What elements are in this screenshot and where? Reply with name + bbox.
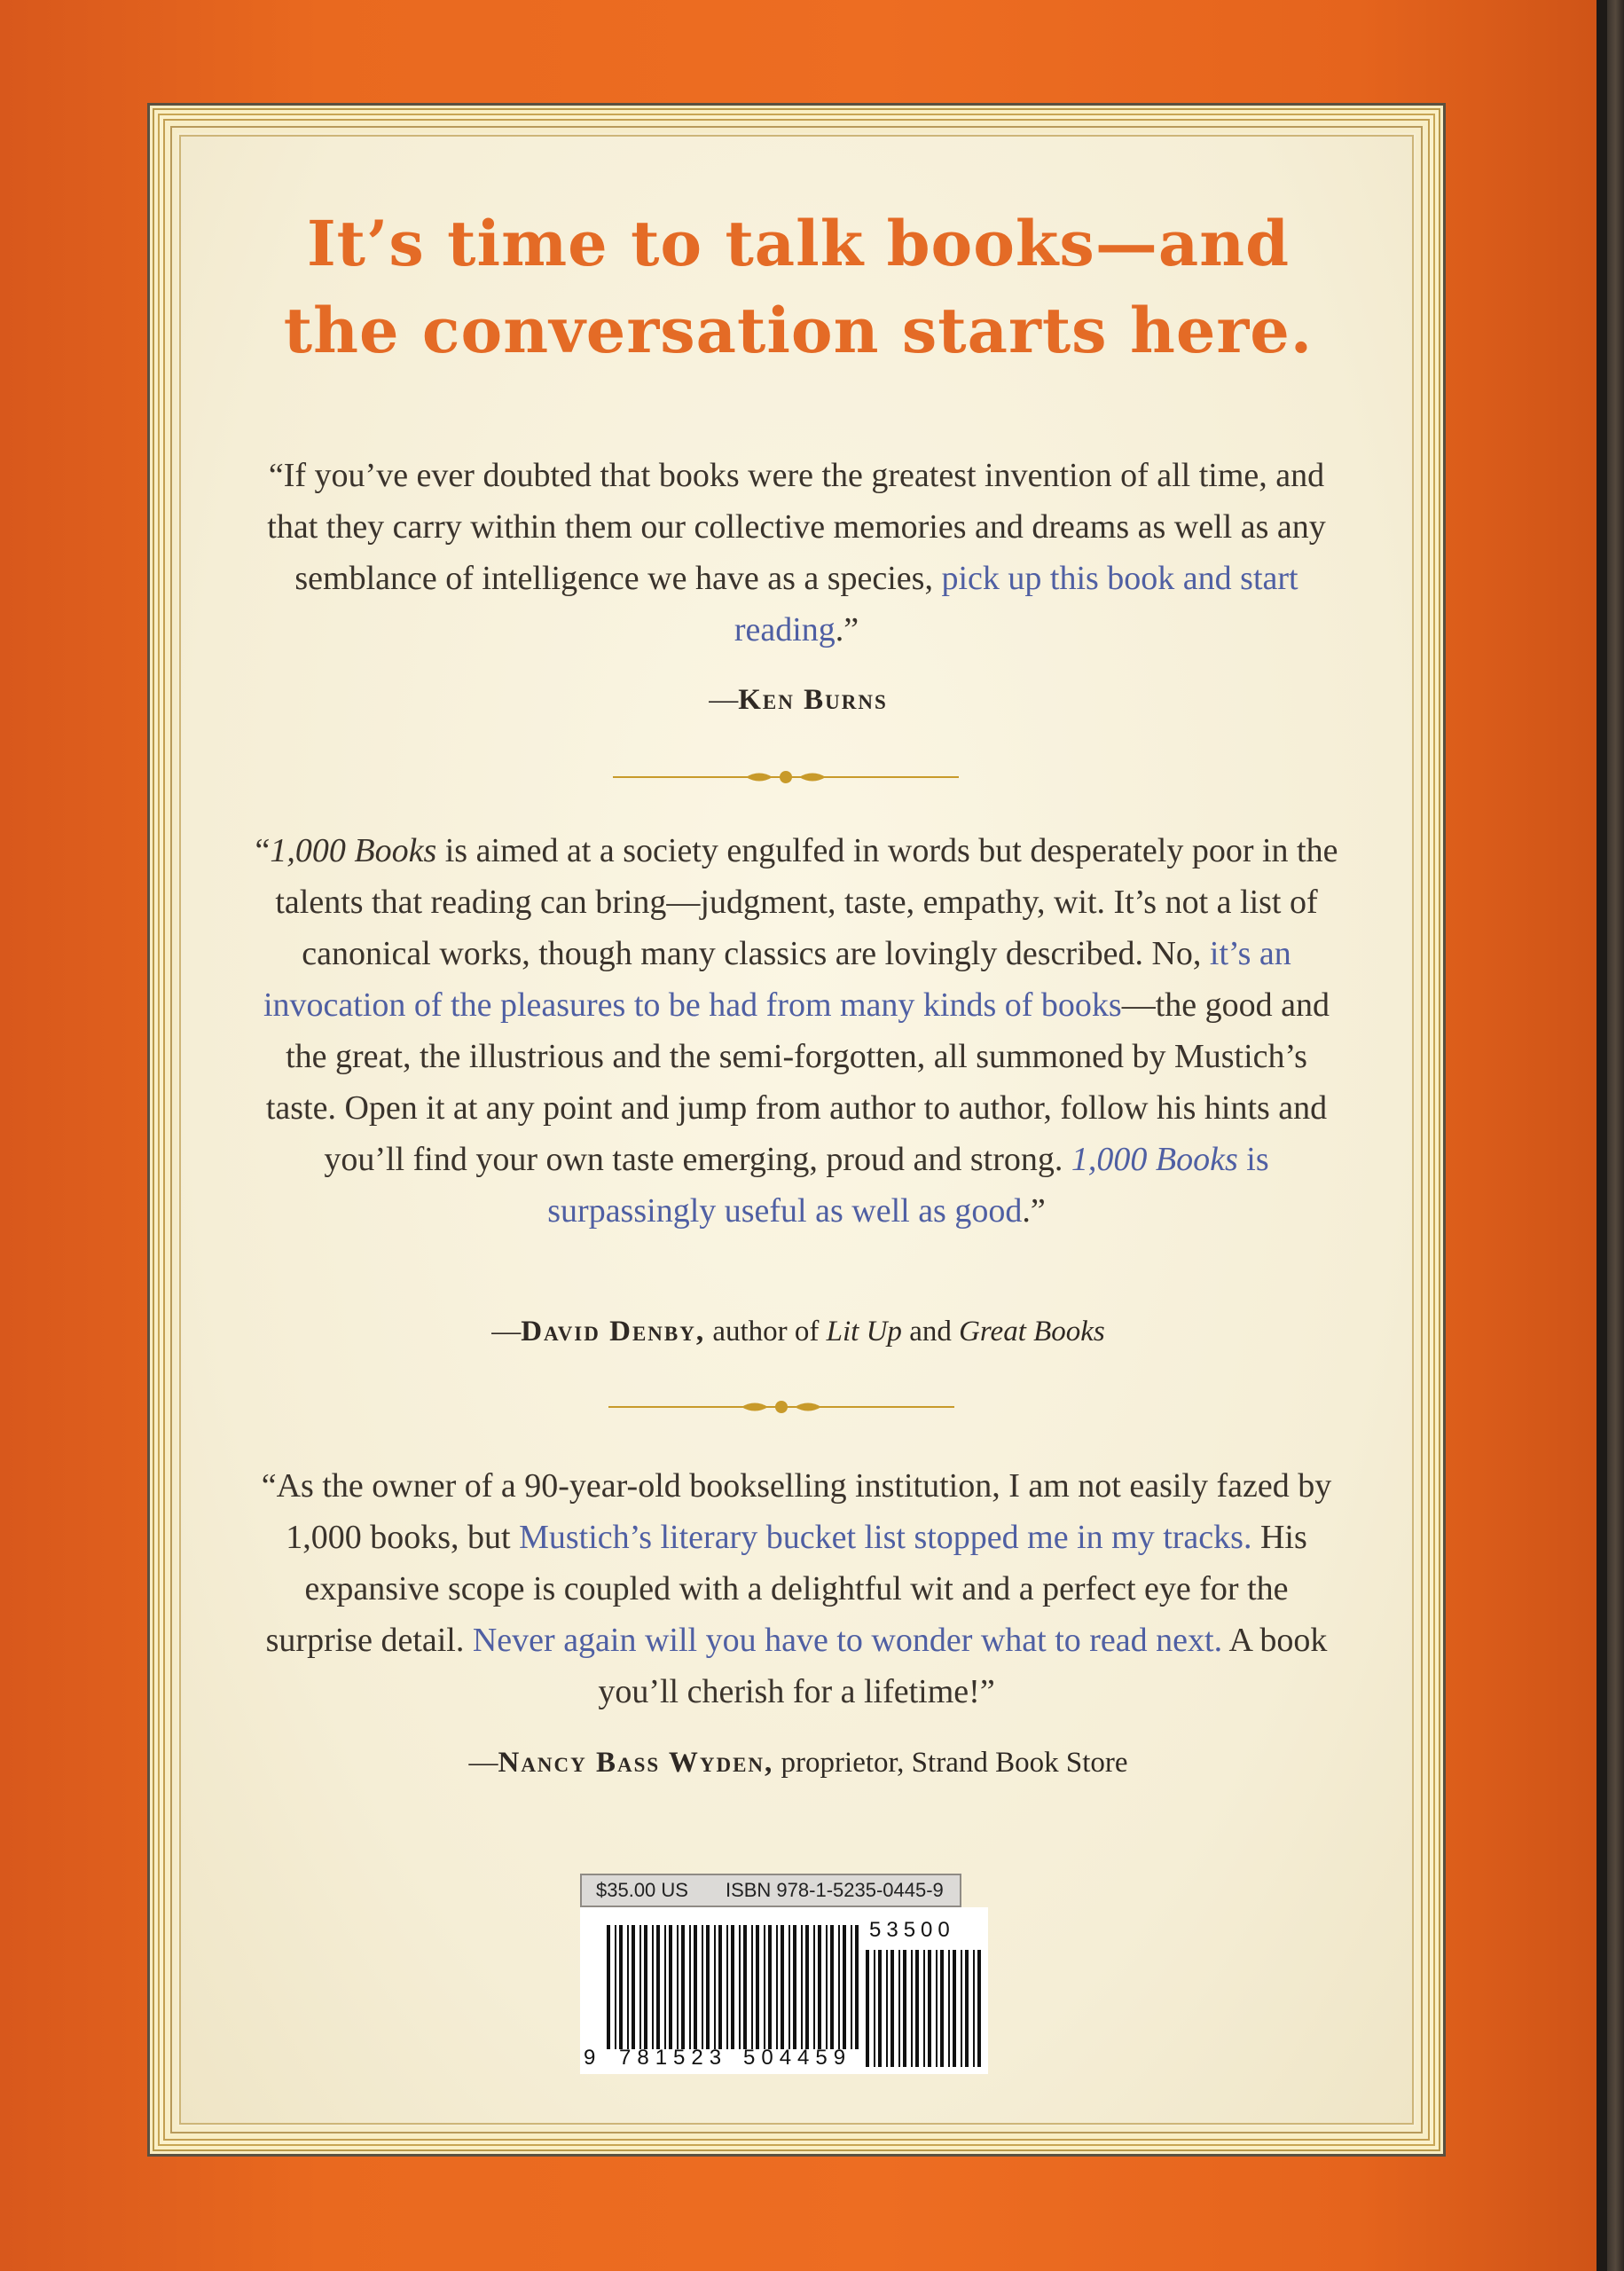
barcode-bar: [953, 1950, 956, 2067]
barcode-bar: [689, 1925, 691, 2049]
barcode-bar: [886, 1950, 888, 2067]
author-name: David Denby,: [521, 1316, 706, 1348]
barcode-bar: [664, 1925, 666, 2049]
barcode-bar: [977, 1950, 981, 2067]
attribution-nancy-bass-wyden: —Nancy Bass Wyden, proprietor, Strand Book Store: [468, 1747, 1128, 1779]
barcode-bar: [714, 1925, 716, 2049]
quote-segment: .”: [1022, 1192, 1046, 1230]
quote-segment: is surpassingly useful as well as good: [547, 1141, 1269, 1230]
barcode-bar: [826, 1925, 828, 2049]
price: $35.00 US: [596, 1879, 688, 1901]
barcode-bar: [818, 1925, 821, 2049]
barcode-bar: [915, 1950, 919, 2067]
barcode-bar: [948, 1950, 950, 2067]
barcode-bar: [644, 1925, 647, 2049]
quote-segment: .”: [835, 611, 859, 648]
attribution-ken-burns: —Ken Burns: [709, 684, 888, 716]
headline: [0, 200, 1597, 374]
barcode-bar: [739, 1925, 741, 2049]
author-name: Nancy Bass Wyden,: [498, 1747, 774, 1779]
barcode-bar: [669, 1925, 672, 2049]
author-name: Ken Burns: [738, 684, 888, 716]
barcode-bar: [702, 1925, 703, 2049]
barcode-bar: [928, 1950, 931, 2067]
barcode-bar: [961, 1950, 962, 2067]
barcode-bar: [838, 1925, 840, 2049]
barcode-bar: [718, 1925, 722, 2049]
quote-segment: 1,000 Books: [1071, 1141, 1238, 1178]
barcode-bar: [652, 1925, 654, 2049]
price-isbn-label: [580, 1874, 961, 1907]
barcode-bar: [781, 1925, 784, 2049]
barcode-bar: [756, 1925, 759, 2049]
barcode-bar: [639, 1925, 641, 2049]
quote-segment: —the good and the great, the illustrious and the semi-forgotten, all summoned by Mustich’s taste. Open it at any point and jump from author to author, follow his hints and you’ll find your own taste emerging, proud and strong.: [265, 986, 1330, 1178]
barcode-bar: [890, 1950, 894, 2067]
barcode-bar: [855, 1925, 859, 2049]
book-title: Lit Up: [826, 1316, 902, 1348]
isbn: ISBN 978-1-5235-0445-9: [725, 1879, 944, 1901]
barcode-bar: [793, 1925, 796, 2049]
barcode-bar: [911, 1950, 913, 2067]
barcode-bar: [776, 1925, 778, 2049]
barcode-bar: [923, 1950, 925, 2067]
barcode-bar: [805, 1925, 809, 2049]
ornament-divider: [613, 768, 959, 786]
quote-segment: “As the owner of a 90-year-old bookselling institution, I am not easily fazed by 1,000 books, but: [261, 1467, 1332, 1556]
barcode-digits-left: 781523: [619, 2046, 728, 2070]
barcode-bars-addon: [866, 1950, 983, 2067]
barcode-bar: [973, 1950, 975, 2067]
barcode-bar: [851, 1925, 852, 2049]
quote-segment: His expansive scope is coupled with a delightful wit and a perfect eye for the surprise detail.: [265, 1519, 1307, 1659]
barcode-bar: [801, 1925, 803, 2049]
barcode-bar: [768, 1925, 772, 2049]
ornament-divider: [608, 1398, 954, 1416]
barcode-bar: [632, 1925, 635, 2049]
quote-segment: “: [255, 832, 271, 869]
barcode-bar: [694, 1925, 697, 2049]
barcode-bars-main: [607, 1925, 864, 2049]
barcode-bar: [764, 1925, 765, 2049]
spine-strip: [1607, 0, 1624, 2271]
barcode-bar: [751, 1925, 753, 2049]
barcode-bar: [843, 1925, 846, 2049]
barcode-bar: [903, 1950, 906, 2067]
barcode-bar: [940, 1950, 944, 2067]
barcode-bar: [743, 1925, 747, 2049]
barcode-bar: [656, 1925, 660, 2049]
quote-segment: Never again will you have to wonder what to read next.: [472, 1622, 1223, 1659]
book-title: Great Books: [959, 1316, 1105, 1348]
barcode-addon-digits: 53500: [869, 1918, 955, 1942]
blurb-david-denby: [248, 825, 1345, 1237]
barcode-bar: [706, 1925, 710, 2049]
barcode-bar: [898, 1950, 900, 2067]
barcode-bar: [619, 1925, 623, 2049]
quote-segment: “If you’ve ever doubted that books were the greatest invention of all time, and that they carry within them our collective memories and dreams as well as any semblance of intelligence we have as a species,: [267, 457, 1326, 597]
quote-segment: 1,000 Books: [270, 832, 437, 869]
barcode-bar: [788, 1925, 790, 2049]
headline-line-1: It’s time to talk books—and: [306, 207, 1291, 280]
barcode-bar: [627, 1925, 629, 2049]
quote-segment: Mustich’s literary bucket list stopped me in my tracks.: [519, 1519, 1252, 1556]
blurb-ken-burns: [257, 450, 1336, 656]
barcode-bar: [813, 1925, 815, 2049]
barcode-bar: [965, 1950, 969, 2067]
barcode-bar: [866, 1950, 869, 2067]
barcode-bar: [936, 1950, 938, 2067]
quote-segment: is aimed at a society engulfed in words but desperately poor in the talents that reading can bring—judgment, taste, empathy, wit. It’s not a list of canonical works, though many classics are lovingly described. No,: [275, 832, 1338, 972]
barcode-bar: [830, 1925, 834, 2049]
barcode-bar: [874, 1950, 875, 2067]
barcode-bar: [878, 1950, 882, 2067]
blurb-nancy-bass-wyden: [257, 1460, 1336, 1717]
barcode-bar: [731, 1925, 734, 2049]
barcode-bar: [615, 1925, 616, 2049]
barcode-bar: [726, 1925, 728, 2049]
barcode: [580, 1907, 988, 2074]
attribution-david-denby: —David Denby, author of Lit Up and Great Books: [491, 1316, 1105, 1348]
barcode-bar: [607, 1925, 610, 2049]
barcode-digits-right: 504459: [743, 2046, 852, 2070]
headline-line-2: the conversation starts here.: [283, 294, 1314, 367]
barcode-lead-digit: 9: [584, 2046, 602, 2070]
barcode-bar: [677, 1925, 679, 2049]
barcode-bar: [681, 1925, 685, 2049]
quote-segment: A book you’ll cherish for a lifetime!”: [598, 1622, 1328, 1710]
quote-segment: it’s an invocation of the pleasures to be had from many kinds of books: [263, 935, 1291, 1024]
quote-segment: pick up this book and start reading: [734, 560, 1298, 648]
